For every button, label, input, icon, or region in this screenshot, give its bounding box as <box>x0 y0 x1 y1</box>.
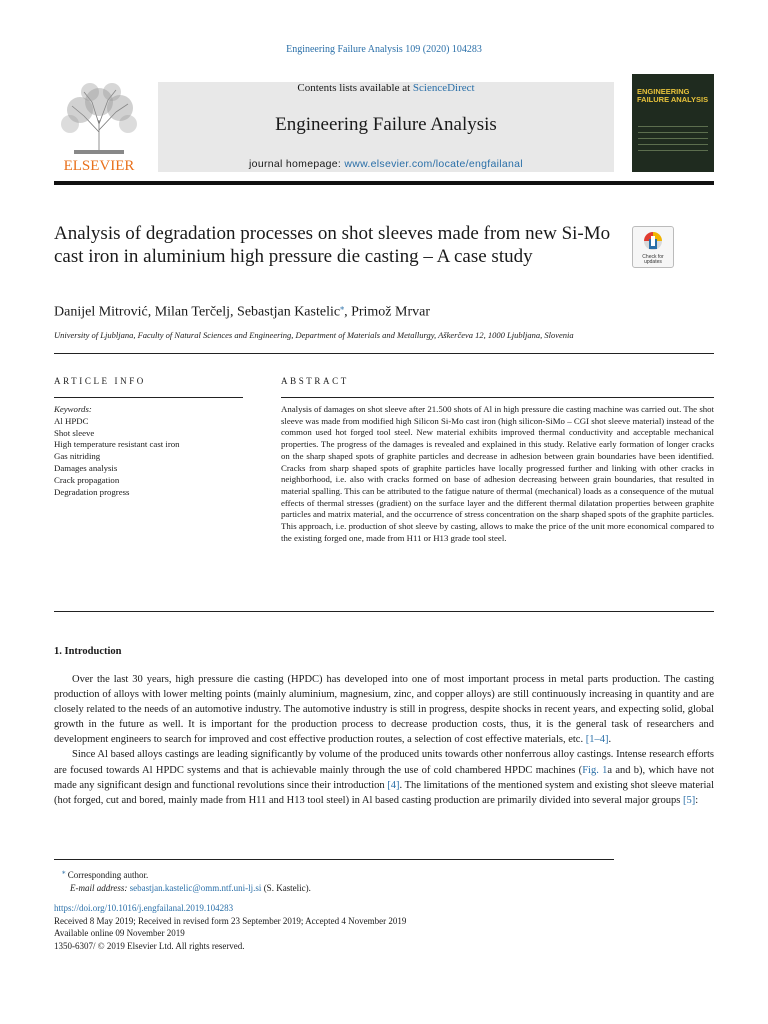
sciencedirect-link[interactable]: ScienceDirect <box>412 82 475 94</box>
corresponding-footnote <box>62 866 722 882</box>
introduction-body <box>54 672 714 808</box>
homepage-link[interactable]: www.elsevier.com/locate/engfailanal <box>344 158 523 170</box>
paragraph-text: Over the last 30 years, high pressure die casting (HPDC) has developed into one of most important process in metal parts production. The casting production of alloys with lower melting points (mainly aluminium, magnesium, zinc, and copper alloys) are still continuously increasing in quantity and are closely related to the needs of an automotive industry. The automotive industry is still in progress, despite shocks in recent years, and expecting solid, global growth in the future as well. It is important for the production process to decrease production costs, thus, it is the general task of researchers and development engineers to search for improved and cost effective production routes, a selection of cost effective materials, etc. <box>54 674 714 746</box>
keywords-block <box>54 404 254 498</box>
footnote-rule <box>54 859 614 860</box>
homepage-prefix: journal homepage: <box>249 158 345 170</box>
keyword: Degradation progress <box>54 486 130 497</box>
corresponding-author-mark[interactable]: ⁎ <box>340 303 345 312</box>
elsevier-logo <box>54 80 144 175</box>
keywords-label: Keywords: <box>54 404 92 414</box>
crossmark-icon <box>633 227 673 257</box>
keyword: High temperature resistant cast iron <box>54 439 180 450</box>
affiliation: University of Ljubljana, Faculty of Natural Sciences and Engineering, Department of Materials and Metallurgy, Aškerčeva 12, 1000 Ljubljana, Slovenia <box>54 330 574 340</box>
footnote <box>62 866 722 894</box>
keyword: Damages analysis <box>54 462 118 473</box>
received-dates: Received 8 May 2019; Received in revised form 23 September 2019; Accepted 4 November 2019 <box>54 915 407 926</box>
section-heading-introduction: 1. Introduction <box>54 646 122 657</box>
contents-prefix: Contents lists available at <box>297 82 413 94</box>
abstract-rule <box>281 397 714 398</box>
paragraph-text: a and b), which have not made any significant design and functional revolutions since their introduction <box>54 764 714 791</box>
journal-title: Engineering Failure Analysis <box>275 114 497 135</box>
citation-link[interactable]: [5] <box>682 794 696 806</box>
header-rule <box>54 181 714 185</box>
copyright: 1350-6307/ © 2019 Elsevier Ltd. All rights reserved. <box>54 940 245 951</box>
abstract-end-rule <box>54 611 714 612</box>
keyword: Shot sleeve <box>54 427 95 438</box>
author-list <box>54 303 430 321</box>
elsevier-wordmark: ELSEVIER <box>63 158 135 174</box>
keyword: Crack propagation <box>54 474 120 485</box>
citation-link[interactable]: [1–4] <box>585 734 609 746</box>
keyword: Al HPDC <box>54 415 89 426</box>
paragraph-text: . The limitations of the mentioned system and existing shot sleeve material (hot forged, cut and bored, mainly made from H11 and H13 tool steel) in Al based casting production are primarily divided into several major groups <box>54 779 714 806</box>
authors-last: , Primož Mrvar <box>344 304 431 320</box>
email-suffix: (S. Kastelic). <box>261 882 311 893</box>
paragraph <box>54 672 714 747</box>
check-for-updates-badge[interactable] <box>632 226 674 268</box>
article-info-rule <box>54 397 243 398</box>
article-title: Analysis of degradation processes on shot sleeves made from new Si-Mo cast iron in aluminium high pressure die casting – A case study <box>54 223 611 267</box>
paragraph-text: Since Al based alloys castings are leading significantly by volume of the produced units towards other nonferrous alloy castings. Intense research efforts are focused towards Al HPDC systems and that is achievable mainly through the use of cold chambered HPDC machines ( <box>54 749 714 776</box>
journal-cover-thumbnail[interactable] <box>632 74 714 172</box>
abstract-heading: ABSTRACT <box>281 376 349 386</box>
email-label: E-mail address: <box>70 882 128 893</box>
affiliation-rule <box>54 353 714 354</box>
cover-title: ENGINEERING FAILURE ANALYSIS <box>637 87 709 104</box>
authors-first: Danijel Mitrović, Milan Terčelj, Sebastjan Kastelic <box>54 304 341 320</box>
journal-homepage <box>158 158 614 170</box>
crossmark-label: Check for updates <box>642 254 664 265</box>
footnote-mark: ⁎ <box>62 868 66 876</box>
footnote-text: Corresponding author. <box>67 870 149 880</box>
citation-link[interactable]: [4] <box>387 779 400 791</box>
available-online: Available online 09 November 2019 <box>54 928 185 938</box>
email-footnote <box>62 882 722 895</box>
contents-available-line <box>158 82 614 94</box>
publication-info <box>54 902 714 952</box>
figure-link[interactable]: Fig. 1 <box>582 764 608 776</box>
paragraph <box>54 747 714 807</box>
journal-banner <box>158 82 614 172</box>
doi-link[interactable]: https://doi.org/10.1016/j.engfailanal.2019.104283 <box>54 903 234 913</box>
email-link[interactable]: sebastjan.kastelic@omm.ntf.uni-lj.si <box>129 882 262 893</box>
journal-reference[interactable]: Engineering Failure Analysis 109 (2020) 104283 <box>286 44 482 55</box>
paragraph-text: . <box>608 734 612 746</box>
article-info-heading: ARTICLE INFO <box>54 376 146 386</box>
elsevier-tree-icon <box>54 80 144 175</box>
abstract-text: Analysis of damages on shot sleeve after 21.500 shots of Al in high pressure die casting machine was carried out. The shot sleeve was made from modified high Silicon Si-Mo cast iron (high silicon-SiMo – CGI shot sleeve material) instead of the common used hot forged tool steel. New material exhibits improved thermal conductivity and acceptable mechanical properties. The progress of the damages is revealed and explained in this study. Relative early formation of longer cracks on the sharp shaped spots of graphite particles and decrease in adhesion between grain boundaries have been identified. Cracks from sharp shaped spots of graphite particles have locally progressed further and linking with other cracks in neighborhood, i.e. also with cracks formed on base of adhesion decreasing between grain boundaries, that resulted in material spalling. This can be attributed to the fatigue nature of thermal (mechanical) loads as a consequence of the mutual effects of thermal stresses (gradient) on the surface layer and the different thermal dilatation properties between graphite particles and matrix material, and the occurrence of stress concentration on the sharp shaped spots of the graphite particles. This approach, i.e. production of shot sleeve by casting, allows to make the price of the unit more economical compared to the existing forged one, made from H11 or H13 grade tool steel. <box>281 404 714 543</box>
keyword: Gas nitriding <box>54 451 101 462</box>
paragraph-text: : <box>695 794 699 806</box>
